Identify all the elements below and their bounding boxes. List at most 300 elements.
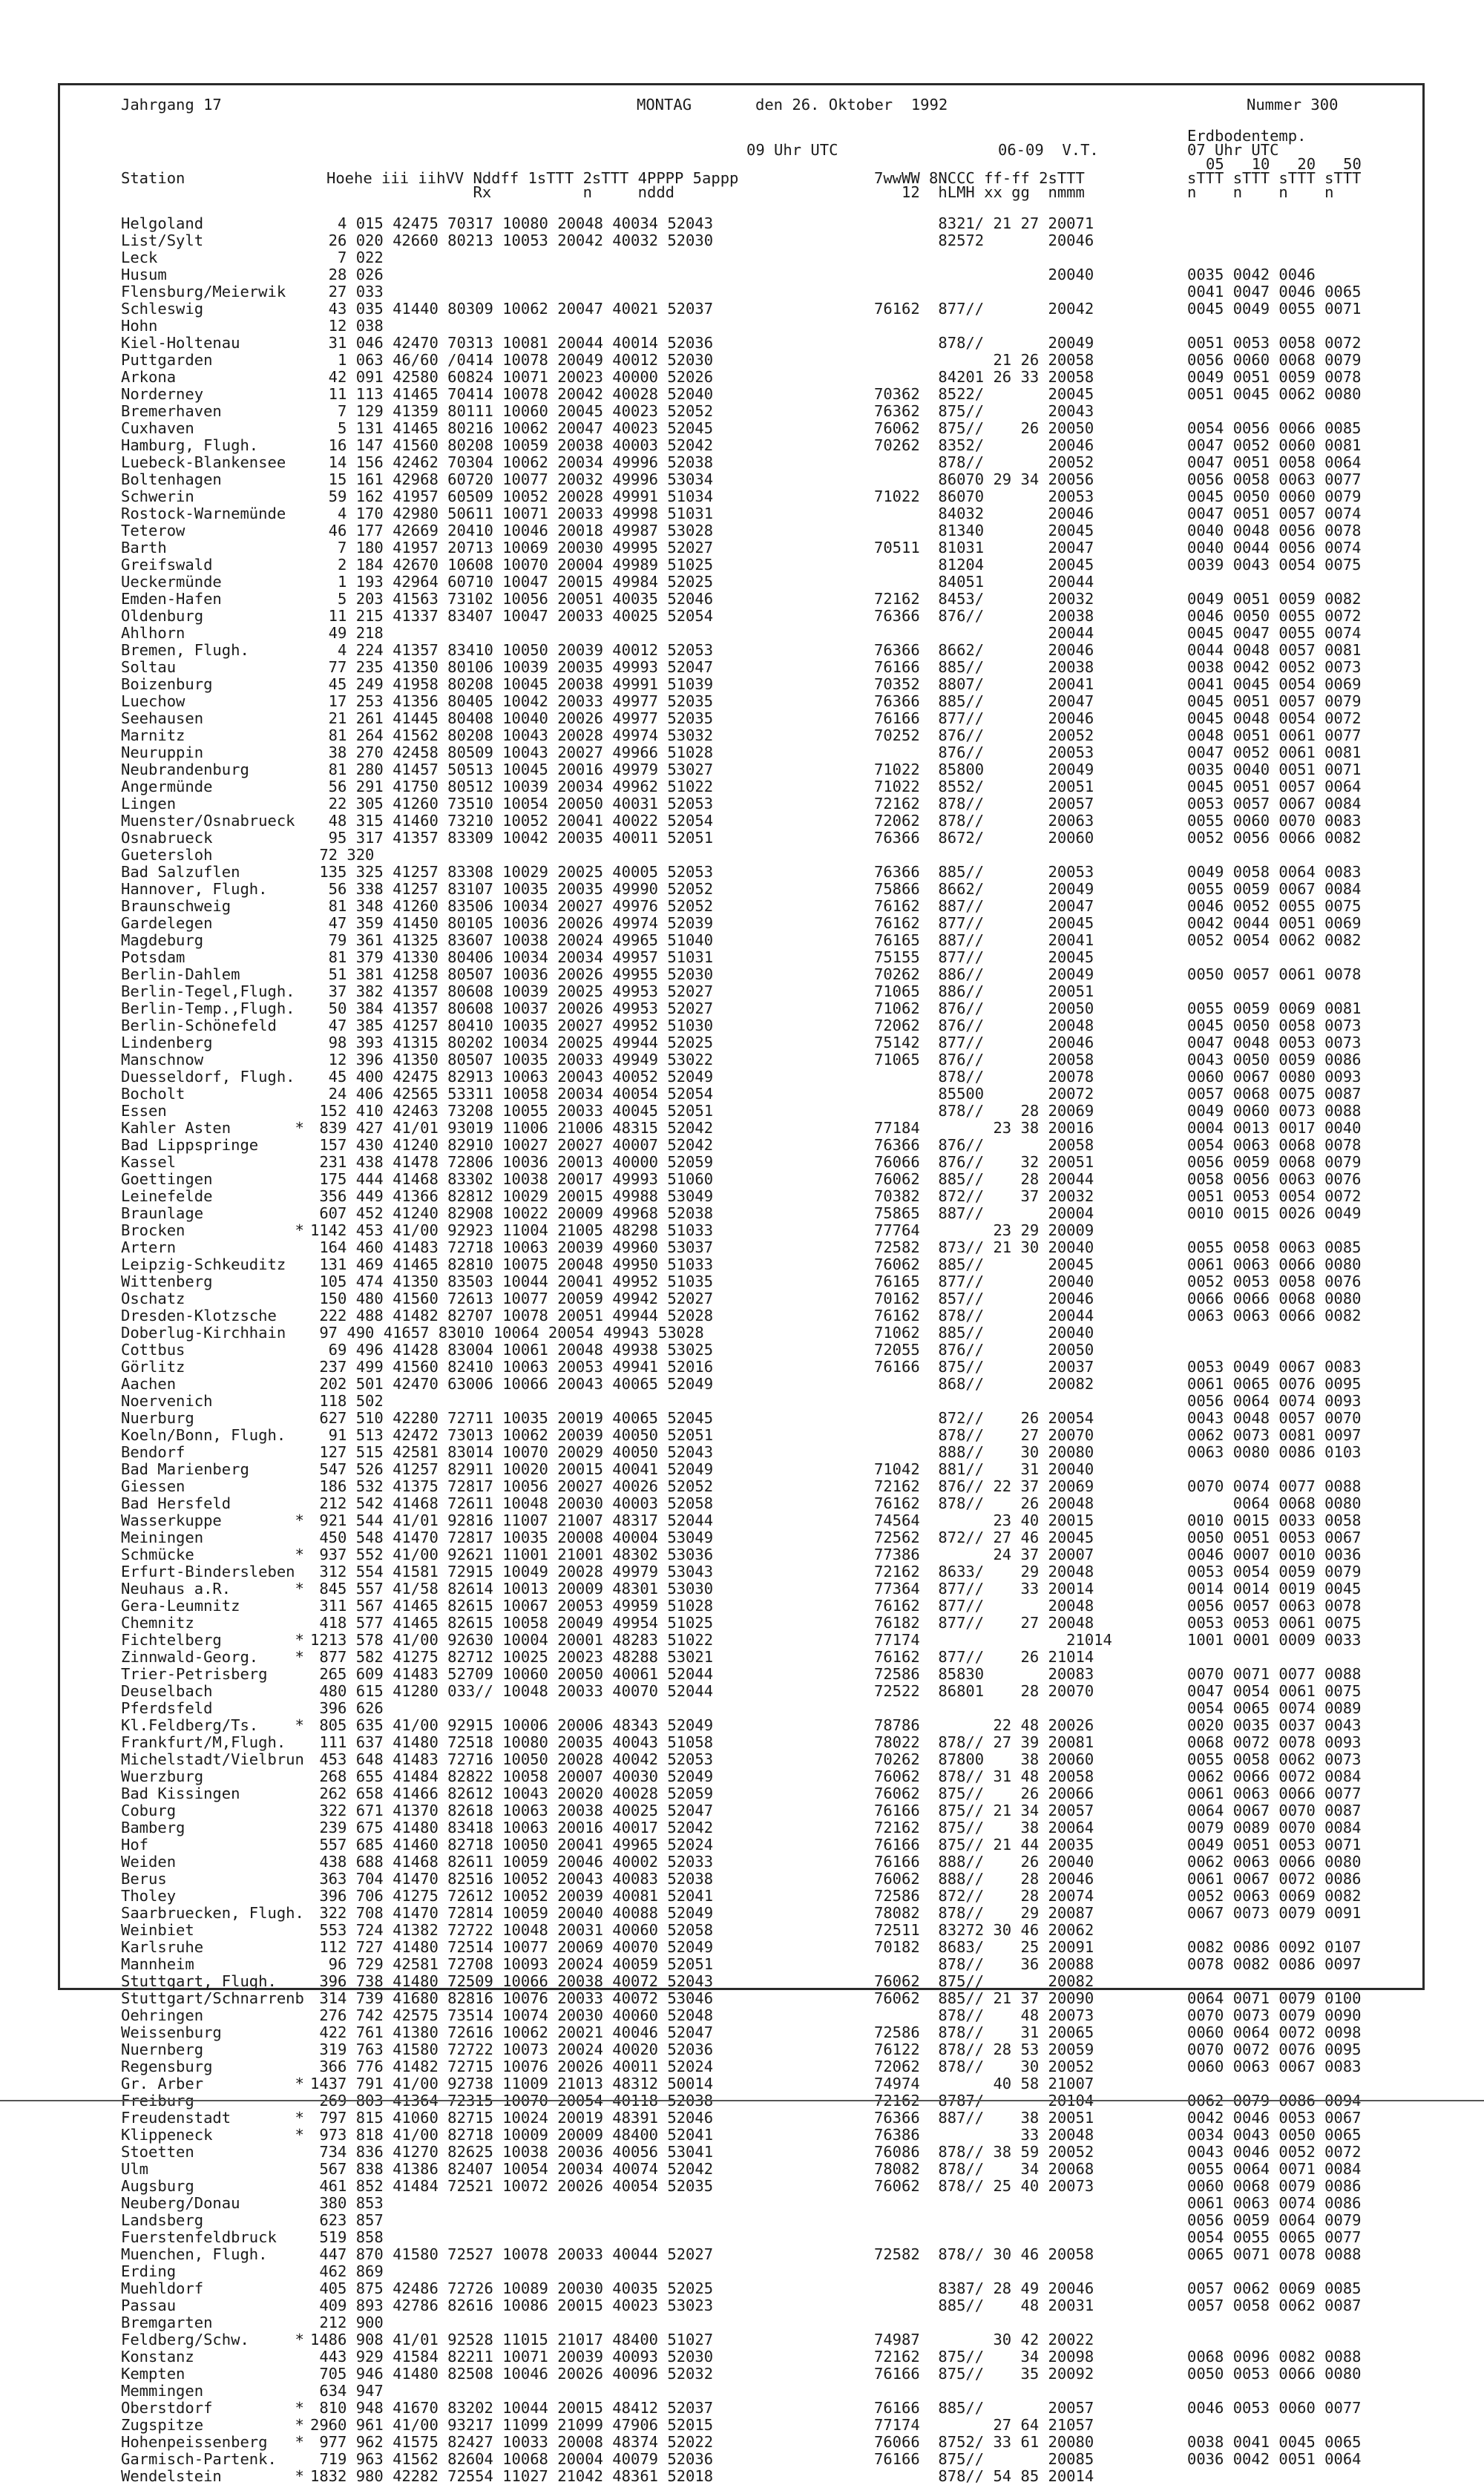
jahrgang: Jahrgang 17 — [121, 96, 222, 114]
soil-temp-row: 0004 0013 0017 0040 — [1187, 1119, 1362, 1137]
station-name: Weissenburg — [121, 2023, 222, 2041]
station-name: Bad Marienberg — [121, 1460, 249, 1478]
obs-09-row: 48 315 41460 73210 10052 20041 40022 52054 — [310, 812, 714, 830]
soil-temp-row — [1187, 1324, 1362, 1342]
obs-0609-row: 84201 26 33 20058 — [874, 368, 1094, 386]
obs-09-row: 27 033 — [310, 283, 384, 301]
soil-temp-row: 0060 0068 0079 0086 — [1187, 2177, 1362, 2195]
obs-09-row: 77 235 41350 80106 10039 20035 49993 52047 — [310, 658, 714, 676]
obs-0609-row: 70262 87800 38 20060 — [874, 1750, 1094, 1768]
obs-09-row: 212 900 — [310, 2314, 384, 2331]
obs-09-row: 405 875 42486 72726 10089 20030 40035 52025 — [310, 2279, 714, 2297]
soil-temp-row: 0068 0096 0082 0088 — [1187, 2348, 1362, 2366]
obs-09-row: 186 532 41375 72817 10056 20027 40026 52052 — [310, 1477, 714, 1495]
soil-temp-row: 0062 0063 0066 0080 — [1187, 1853, 1362, 1871]
obs-09-row: 557 685 41460 82718 10050 20041 49965 52024 — [310, 1836, 714, 1854]
obs-0609-row: 81340 20045 — [874, 522, 1094, 539]
soil-temp-row: 0041 0047 0046 0065 — [1187, 283, 1362, 301]
station-name: Brocken * — [121, 1221, 304, 1239]
soil-temp-row: 0047 0052 0060 0081 — [1187, 436, 1362, 454]
soil-temp-row: 0056 0057 0063 0078 — [1187, 1597, 1362, 1615]
obs-09-row: 81 379 41330 80406 10034 20034 49957 51031 — [310, 948, 714, 966]
station-name: Ueckermünde — [121, 573, 222, 591]
station-header: Station — [121, 169, 186, 187]
obs-0609-row: 72162 875// 34 20098 — [874, 2348, 1094, 2366]
station-name: Weiden — [121, 1853, 177, 1871]
obs-0609-row: 76162 878// 20044 — [874, 1307, 1094, 1324]
station-name: Tholey — [121, 1887, 177, 1905]
station-name: Bremgarten — [121, 2314, 213, 2331]
obs-09-row: 805 635 41/00 92915 10006 20006 48343 52049 — [310, 1716, 714, 1734]
obs-0609-row: 878// 36 20088 — [874, 1955, 1094, 1973]
obs-0609-row: 76366 8672/ 20060 — [874, 829, 1094, 847]
obs-09-row: 839 427 41/01 93019 11006 21006 48315 52042 — [310, 1119, 714, 1137]
soil-temp-row — [1187, 1922, 1362, 1939]
obs-0609-row: 76066 8752/ 33 61 20080 — [874, 2433, 1094, 2451]
station-name: Muehldorf — [121, 2279, 204, 2297]
station-name: Giessen — [121, 1477, 186, 1495]
soil-temp-row: 0052 0053 0058 0076 — [1187, 1273, 1362, 1290]
obs-09-row: 37 382 41357 80608 10039 20025 49953 52027 — [310, 982, 714, 1000]
obs-0609-row — [874, 2263, 1112, 2280]
soil-temp-row: 0038 0041 0045 0065 — [1187, 2433, 1362, 2451]
soil-temp-row: 0046 0053 0060 0077 — [1187, 2399, 1362, 2417]
soil-temp-row — [1187, 403, 1362, 420]
soil-temp-row: 0054 0055 0065 0077 — [1187, 2228, 1362, 2246]
soil-temp-row: 0041 0045 0054 0069 — [1187, 675, 1362, 693]
soil-temp-row — [1187, 2383, 1362, 2400]
station-name: Gardelegen — [121, 914, 213, 932]
soil-temp-row: 0052 0054 0062 0082 — [1187, 931, 1362, 949]
soil-temp-row: 0051 0053 0058 0072 — [1187, 334, 1362, 352]
station-name: Nuerburg — [121, 1409, 194, 1427]
obs-09-row: 634 947 — [310, 2382, 384, 2400]
obs-09-row: 396 626 — [310, 1699, 384, 1717]
soil-temp-row: 0054 0065 0074 0089 — [1187, 1699, 1362, 1717]
obs-09-row: 45 249 41958 80208 10045 20038 49991 51039 — [310, 675, 714, 693]
obs-0609-row: 76166 888// 26 20040 — [874, 1853, 1094, 1871]
station-name: List/Sylt — [121, 232, 204, 249]
obs-0609-row: 74564 23 40 20015 — [874, 1511, 1094, 1529]
obs-0609-row: 76366 876// 20058 — [874, 1136, 1094, 1154]
obs-0609-row: 76062 875// 26 20066 — [874, 1785, 1094, 1802]
obs-09-row: 98 393 41315 80202 10034 20025 49944 52025 — [310, 1034, 714, 1051]
soil-temp-row: 0061 0063 0074 0086 — [1187, 2194, 1362, 2212]
obs-0609-row: 76066 876// 32 20051 — [874, 1153, 1094, 1171]
station-name: Dresden-Klotzsche — [121, 1307, 277, 1324]
station-name: Schmücke * — [121, 1546, 304, 1563]
obs-09-row: 418 577 41465 82615 10058 20049 49954 51025 — [310, 1614, 714, 1632]
obs-0609-row: 75865 887// 20004 — [874, 1204, 1094, 1222]
soil-temp-row: 0046 0007 0010 0036 — [1187, 1546, 1362, 1563]
soil-temp-row: 0053 0053 0061 0075 — [1187, 1614, 1362, 1632]
obs-0609-row: 76062 888// 28 20046 — [874, 1870, 1094, 1888]
station-name: Seehausen — [121, 709, 204, 727]
soil-temp-row — [1187, 983, 1362, 1000]
soil-temp-row: 0036 0042 0051 0064 — [1187, 2450, 1362, 2468]
station-name: Soltau — [121, 658, 177, 676]
obs-09-row: 396 738 41480 72509 10066 20038 40072 52043 — [310, 1972, 714, 1990]
soil-temp-row: 0060 0063 0067 0083 — [1187, 2058, 1362, 2075]
station-name: Mannheim — [121, 1955, 194, 1973]
soil-temp-row: 0062 0079 0086 0094 — [1187, 2092, 1362, 2110]
station-name: Oehringen — [121, 2006, 204, 2024]
obs-09-row: 56 338 41257 83107 10035 20035 49990 52052 — [310, 880, 714, 898]
station-name: Cottbus — [121, 1341, 186, 1359]
obs-09-row: 2960 961 41/00 93217 11099 21099 47906 52015 — [310, 2416, 714, 2434]
soil-temp-row — [1187, 2075, 1362, 2092]
soil-temp-row: 0055 0058 0062 0073 — [1187, 1750, 1362, 1768]
obs-0609-row: 71062 885// 20040 — [874, 1324, 1094, 1342]
obs-09-row: 5 203 41563 73102 10056 20051 40035 52046 — [310, 590, 714, 608]
obs-0609-row: 78082 878// 29 20087 — [874, 1904, 1094, 1922]
obs-09-row: 921 544 41/01 92816 11007 21007 48317 52044 — [310, 1511, 714, 1529]
station-name: Regensburg — [121, 2058, 213, 2075]
soil-temp-row: 0061 0063 0066 0080 — [1187, 1255, 1362, 1273]
station-name: Schwerin — [121, 488, 194, 505]
station-name: Norderney — [121, 385, 204, 403]
obs-09-row: 1 063 46/60 /0414 10078 20049 40012 52030 — [310, 351, 714, 369]
obs-09-row: 72 320 — [310, 846, 375, 864]
obs-0609-row — [874, 318, 1112, 335]
obs-0609-row: 876// 20053 — [874, 743, 1094, 761]
station-name: Husum — [121, 266, 167, 283]
obs-09-row: 5 131 41465 80216 10062 20047 40023 52045 — [310, 419, 714, 437]
obs-0609-row: 72162 8787/ 20104 — [874, 2092, 1094, 2110]
obs-columns-subheader: Rx n nddd — [326, 183, 674, 201]
station-name: Essen — [121, 1102, 167, 1120]
report-date: den 26. Oktober 1992 — [755, 96, 948, 114]
obs-0609-row: 20044 — [874, 624, 1094, 642]
obs-09-row: 17 253 41356 80405 10042 20033 49977 52035 — [310, 692, 714, 710]
obs-0609-row: 78022 878// 27 39 20081 — [874, 1733, 1094, 1751]
soil-temp-row: 0064 0067 0070 0087 — [1187, 1802, 1362, 1819]
obs-09-row: 97 490 41657 83010 10064 20054 49943 53028 — [310, 1324, 704, 1342]
obs-0609-row: 76166 875// 21 44 20035 — [874, 1836, 1094, 1854]
soil-temp-row: 0055 0058 0063 0085 — [1187, 1238, 1362, 1256]
station-name: Berlin-Temp.,Flugh. — [121, 999, 295, 1017]
station-name: Zinnwald-Georg. * — [121, 1648, 304, 1666]
soil-temp-row: 0056 0059 0068 0079 — [1187, 1153, 1362, 1171]
obs-09-row: 42 091 42580 60824 10071 20023 40000 52026 — [310, 368, 714, 386]
soil-temp-row — [1187, 215, 1362, 232]
obs-09-row: 1142 453 41/00 92923 11004 21005 48298 51033 — [310, 1221, 714, 1239]
station-name: Berus — [121, 1870, 167, 1888]
obs-09-row: 1832 980 42282 72554 11027 21042 48361 52018 — [310, 2467, 714, 2485]
obs-09-row: 79 361 41325 83607 10038 20024 49965 51040 — [310, 931, 714, 949]
obs-0609-row: 8321/ 21 27 20071 — [874, 214, 1094, 232]
obs-0609-row: 878// 27 20070 — [874, 1426, 1094, 1444]
soil-temp-row: 0055 0059 0067 0084 — [1187, 880, 1362, 898]
station-name: Kahler Asten * — [121, 1119, 304, 1137]
soil-temp-row: 0045 0051 0057 0064 — [1187, 778, 1362, 795]
obs-0609-row: 868// 20082 — [874, 1375, 1094, 1393]
obs-0609-row: 75142 877// 20046 — [874, 1034, 1094, 1051]
obs-0609-row: 76162 877// 20045 — [874, 914, 1094, 932]
obs-0609-row — [874, 2383, 1112, 2400]
station-name: Memmingen — [121, 2382, 204, 2400]
obs-0609-row: 81204 20045 — [874, 556, 1094, 574]
obs-0609-row: 21 26 20058 — [874, 351, 1094, 369]
station-name: Passau — [121, 2297, 177, 2314]
obs-0609-row: 72586 878// 31 20065 — [874, 2023, 1094, 2041]
station-name: Meiningen — [121, 1529, 204, 1546]
obs-0609-row: 76062 885// 20045 — [874, 1255, 1094, 1273]
soil-temp-row: 0052 0063 0069 0082 — [1187, 1887, 1362, 1905]
station-name: Cuxhaven — [121, 419, 194, 437]
station-name: Garmisch-Partenk. — [121, 2450, 277, 2468]
obs-0609-row: 71022 8552/ 20051 — [874, 778, 1094, 795]
obs-0609-row: 72582 878// 30 46 20058 — [874, 2245, 1094, 2263]
soil-temp-row: 0010 0015 0026 0049 — [1187, 1204, 1362, 1222]
obs-0609-row: 74974 40 58 21007 — [874, 2075, 1094, 2092]
station-name: Konstanz — [121, 2348, 194, 2366]
obs-0609-row: 72062 878// 30 20052 — [874, 2058, 1094, 2075]
obs-09-row: 607 452 41240 82908 10022 20009 49968 52038 — [310, 1204, 714, 1222]
station-name: Koeln/Bonn, Flugh. — [121, 1426, 286, 1444]
soil-temp-row: 0049 0058 0064 0083 — [1187, 863, 1362, 881]
soil-temp-row: 0061 0065 0076 0095 — [1187, 1375, 1362, 1393]
obs-09-row: 14 156 42462 70304 10062 20034 49996 52038 — [310, 453, 714, 471]
station-name: Neuruppin — [121, 743, 204, 761]
obs-09-row: 222 488 41482 82707 10078 20051 49944 52028 — [310, 1307, 714, 1324]
obs-0609-row: 8387/ 28 49 20046 — [874, 2279, 1094, 2297]
soil-temp-row: 0053 0057 0067 0084 — [1187, 795, 1362, 813]
station-name: Helgoland — [121, 214, 204, 232]
obs-09-row: 480 615 41280 033// 10048 20033 40070 52044 — [310, 1682, 714, 1700]
station-name: Bad Lippspringe — [121, 1136, 259, 1154]
soil-temp-row: 0040 0044 0056 0074 — [1187, 539, 1362, 557]
soil-temp-row: 0079 0089 0070 0084 — [1187, 1819, 1362, 1836]
obs-0609-row: 70262 8352/ 20046 — [874, 436, 1094, 454]
obs-0609-row: 888// 30 20080 — [874, 1443, 1094, 1461]
soil-temp-row — [1187, 2331, 1362, 2348]
obs-0609-row: 76166 875// 20037 — [874, 1358, 1094, 1376]
obs-0609-row: 76166 875// 35 20092 — [874, 2365, 1094, 2383]
station-name: Bremen, Flugh. — [121, 641, 249, 659]
soil-temp-row: 0070 0072 0076 0095 — [1187, 2041, 1362, 2058]
obs-0609-row: 76366 887// 38 20051 — [874, 2109, 1094, 2127]
soil-temp-row: 0056 0064 0074 0093 — [1187, 1392, 1362, 1410]
station-name: Hohn — [121, 317, 158, 335]
station-name: Puttgarden — [121, 351, 213, 369]
obs-0609-row — [874, 249, 1112, 266]
obs-0609-row: 76166 877// 20046 — [874, 709, 1094, 727]
station-name: Berlin-Tegel,Flugh. — [121, 982, 295, 1000]
period-columns-subheader: 12 hLMH xx gg nmmm — [874, 183, 1085, 201]
soil-temp-row: 0035 0042 0046 — [1187, 266, 1316, 283]
obs-0609-row: 78786 22 48 20026 — [874, 1716, 1094, 1734]
obs-09-row: 322 708 41470 72814 10059 20040 40088 52049 — [310, 1904, 714, 1922]
station-name: Boizenburg — [121, 675, 213, 693]
soil-temp-row: 0014 0014 0019 0045 — [1187, 1580, 1362, 1598]
soil-temp-row: 0047 0052 0061 0081 — [1187, 743, 1362, 761]
obs-0609-row: 76166 885// 20038 — [874, 658, 1094, 676]
station-name: Lindenberg — [121, 1034, 213, 1051]
soil-temp-row: 0039 0043 0054 0075 — [1187, 556, 1362, 574]
obs-09-row: 4 170 42980 50611 10071 20033 49998 51031 — [310, 505, 714, 522]
obs-09-row: 810 948 41670 83202 10044 20015 48412 52037 — [310, 2399, 714, 2417]
obs-0609-row: 76086 878// 38 59 20052 — [874, 2143, 1094, 2161]
obs-09-row: 127 515 42581 83014 10070 20029 40050 52043 — [310, 1443, 714, 1461]
obs-09-row: 51 381 41258 80507 10036 20026 49955 52030 — [310, 965, 714, 983]
soil-temp-row: 0047 0051 0058 0064 — [1187, 453, 1362, 471]
station-name: Goettingen — [121, 1170, 213, 1188]
station-name: Deuselbach — [121, 1682, 213, 1700]
soil-temp-row: 0045 0050 0060 0079 — [1187, 488, 1362, 505]
obs-09-row: 319 763 41580 72722 10073 20024 40020 52036 — [310, 2041, 714, 2058]
obs-09-row: 24 406 42565 53311 10058 20034 40054 52054 — [310, 1085, 714, 1103]
soil-temp-row: 0055 0060 0070 0083 — [1187, 812, 1362, 830]
soil-temp-row: 0065 0071 0078 0088 — [1187, 2245, 1362, 2263]
obs-09-row: 91 513 42472 73013 10062 20039 40050 52051 — [310, 1426, 714, 1444]
station-name: Flensburg/Meierwik — [121, 283, 286, 301]
obs-09-row: 1437 791 41/00 92738 11009 21013 48312 50014 — [310, 2075, 714, 2092]
station-name: Freudenstadt * — [121, 2109, 304, 2127]
obs-0609-row: 72162 8453/ 20032 — [874, 590, 1094, 608]
station-name: Schleswig — [121, 300, 204, 318]
obs-0609-row: 77364 877// 33 20014 — [874, 1580, 1094, 1598]
obs-0609-row: 878// 20049 — [874, 334, 1094, 352]
station-name: Gera-Leumnitz — [121, 1597, 240, 1615]
obs-09-row: 49 218 — [310, 624, 384, 642]
obs-09-row: 81 280 41457 50513 10045 20016 49979 53027 — [310, 761, 714, 778]
obs-0609-row: 77174 27 64 21057 — [874, 2416, 1094, 2434]
station-name: Bocholt — [121, 1085, 186, 1103]
obs-09-row: 276 742 42575 73514 10074 20030 40060 52048 — [310, 2006, 714, 2024]
period-columns-header: 7wwWW 8NCCC ff-ff 2sTTT — [874, 169, 1085, 187]
obs-0609-row: 76182 877// 27 20048 — [874, 1614, 1094, 1632]
obs-0609-row: 86070 29 34 20056 — [874, 470, 1094, 488]
obs-09-row: 152 410 42463 73208 10055 20033 40045 52051 — [310, 1102, 714, 1120]
obs-09-row: 47 385 41257 80410 10035 20027 49952 51030 — [310, 1017, 714, 1034]
obs-09-row: 135 325 41257 83308 10029 20025 40005 52053 — [310, 863, 714, 881]
obs-0609-row: 72582 873// 21 30 20040 — [874, 1238, 1094, 1256]
station-name: Barth — [121, 539, 167, 557]
obs-09-row: 237 499 41560 82410 10063 20053 49941 52016 — [310, 1358, 714, 1376]
soil-columns-header: sTTT sTTT sTTT sTTT — [1187, 169, 1362, 187]
obs-09-row: 4 015 42475 70317 10080 20048 40034 52043 — [310, 214, 714, 232]
station-name: Oschatz — [121, 1290, 186, 1307]
station-name: Gr. Arber * — [121, 2075, 304, 2092]
obs-09-row: 461 852 41484 72521 10072 20026 40054 52035 — [310, 2177, 714, 2195]
obs-09-row: 269 803 41364 72315 10070 20054 40118 52038 — [310, 2092, 714, 2110]
obs-09-row: 450 548 41470 72817 10035 20008 40004 53049 — [310, 1529, 714, 1546]
obs-09-row: 973 818 41/00 82718 10009 20009 48400 52041 — [310, 2126, 714, 2144]
obs-0609-row: 872// 26 20054 — [874, 1409, 1094, 1427]
soil-temp-row: 0051 0045 0062 0080 — [1187, 385, 1362, 403]
obs-09-row: 627 510 42280 72711 10035 20019 40065 52045 — [310, 1409, 714, 1427]
obs-0609-row: 878// 20078 — [874, 1068, 1094, 1086]
obs-0609-row — [874, 2314, 1112, 2331]
obs-09-row: 43 035 41440 80309 10062 20047 40021 52037 — [310, 300, 714, 318]
soil-temp-row: 0078 0082 0086 0097 — [1187, 1955, 1362, 1973]
soil-temp-row — [1187, 318, 1362, 335]
obs-0609-row: 76166 875// 20085 — [874, 2450, 1094, 2468]
soil-temp-row: 0010 0015 0033 0058 — [1187, 1511, 1362, 1529]
obs-0609-row: 74987 30 42 20022 — [874, 2331, 1094, 2348]
soil-temp-row: 0054 0063 0068 0078 — [1187, 1136, 1362, 1154]
soil-temp-title: Erdbodentemp. — [1187, 127, 1307, 145]
soil-temp-row: 0056 0059 0064 0079 — [1187, 2211, 1362, 2229]
obs-0609-row: 78082 878// 34 20068 — [874, 2160, 1094, 2178]
station-name: Bad Hersfeld — [121, 1494, 232, 1512]
obs-09-row: 409 893 42786 82616 10086 20015 40023 53023 — [310, 2297, 714, 2314]
obs-0609-row: 72586 85830 20083 — [874, 1665, 1094, 1683]
obs-09-row: 69 496 41428 83004 10061 20048 49938 53025 — [310, 1341, 714, 1359]
obs-09-row: 623 857 — [310, 2211, 384, 2229]
soil-temp-row: 0053 0049 0067 0083 — [1187, 1358, 1362, 1376]
soil-temp-row: 0047 0048 0053 0073 — [1187, 1034, 1362, 1051]
soil-temp-row: 0056 0060 0068 0079 — [1187, 351, 1362, 369]
soil-temp-row: 0048 0051 0061 0077 — [1187, 726, 1362, 744]
soil-columns-subheader: n n n n — [1187, 183, 1334, 201]
station-name: Muenster/Osnabrueck — [121, 812, 295, 830]
soil-temp-row: 0070 0073 0079 0090 — [1187, 2006, 1362, 2024]
station-name: Fuerstenfeldbruck — [121, 2228, 277, 2246]
station-name: Michelstadt/Vielbrun — [121, 1750, 304, 1768]
obs-09-row: 7 022 — [310, 249, 384, 266]
soil-temp-row: 0062 0066 0072 0084 — [1187, 1767, 1362, 1785]
obs-0609-row: 885// 48 20031 — [874, 2297, 1094, 2314]
station-name: Duesseldorf, Flugh. — [121, 1068, 295, 1086]
obs-0609-row: 75866 8662/ 20049 — [874, 880, 1094, 898]
soil-temp-row: 0067 0073 0079 0091 — [1187, 1904, 1362, 1922]
soil-temp-row: 0047 0054 0061 0075 — [1187, 1682, 1362, 1700]
weekday: MONTAG — [637, 96, 692, 114]
soil-temp-row: 0050 0051 0053 0067 — [1187, 1529, 1362, 1546]
station-name: Boltenhagen — [121, 470, 222, 488]
obs-09-row: 175 444 41468 83302 10038 20017 49993 51060 — [310, 1170, 714, 1188]
soil-temp-row: 0063 0080 0086 0103 — [1187, 1443, 1362, 1461]
soil-temp-row: 0061 0067 0072 0086 — [1187, 1870, 1362, 1888]
obs-09-row: 50 384 41357 80608 10037 20026 49953 52027 — [310, 999, 714, 1017]
obs-0609-row: 76166 875// 21 34 20057 — [874, 1802, 1094, 1819]
obs-0609-row: 76362 875// 20043 — [874, 402, 1094, 420]
soil-temp-row: 0070 0071 0077 0088 — [1187, 1665, 1362, 1683]
obs-0609-row: 76062 885// 21 37 20090 — [874, 1989, 1094, 2007]
obs-09-row: 268 655 41484 82822 10058 20007 40030 52049 — [310, 1767, 714, 1785]
soil-temp-row: 0056 0058 0063 0077 — [1187, 470, 1362, 488]
soil-temp-row: 0049 0051 0059 0078 — [1187, 368, 1362, 386]
obs-0609-row: 72162 875// 38 20064 — [874, 1819, 1094, 1836]
soil-temp-row: 0034 0043 0050 0065 — [1187, 2126, 1362, 2144]
obs-0609-row — [874, 283, 1112, 301]
obs-09-row: 265 609 41483 52709 10060 20050 40061 52044 — [310, 1665, 714, 1683]
obs-09-row: 396 706 41275 72612 10052 20039 40081 52041 — [310, 1887, 714, 1905]
soil-temp-row: 0055 0064 0071 0084 — [1187, 2160, 1362, 2178]
station-name: Landsberg — [121, 2211, 204, 2229]
obs-0609-row: 76162 878// 26 20048 — [874, 1494, 1094, 1512]
station-name: Hannover, Flugh. — [121, 880, 268, 898]
obs-09-row: 12 038 — [310, 317, 384, 335]
obs-09-row: 567 838 41386 82407 10054 20034 40074 52042 — [310, 2160, 714, 2178]
obs-0609-row: 878// 28 20069 — [874, 1102, 1094, 1120]
obs-0609-row: 72162 8633/ 29 20048 — [874, 1563, 1094, 1580]
soil-temp-time: 07 Uhr UTC — [1187, 141, 1279, 159]
soil-temp-row: 0054 0056 0066 0085 — [1187, 419, 1362, 437]
station-name: Oldenburg — [121, 607, 204, 625]
obs-09-row: 311 567 41465 82615 10067 20053 49959 51028 — [310, 1597, 714, 1615]
station-name: Leipzig-Schkeuditz — [121, 1255, 286, 1273]
obs-0609-row — [874, 847, 1112, 864]
soil-temp-row: 0052 0056 0066 0082 — [1187, 829, 1362, 847]
soil-temp-row: 0082 0086 0092 0107 — [1187, 1938, 1362, 1956]
soil-temp-row: 0057 0062 0069 0085 — [1187, 2279, 1362, 2297]
soil-temp-row: 0050 0057 0061 0078 — [1187, 965, 1362, 983]
obs-0609-row: 85500 20072 — [874, 1085, 1094, 1103]
soil-temp-row: 0043 0048 0057 0070 — [1187, 1409, 1362, 1427]
